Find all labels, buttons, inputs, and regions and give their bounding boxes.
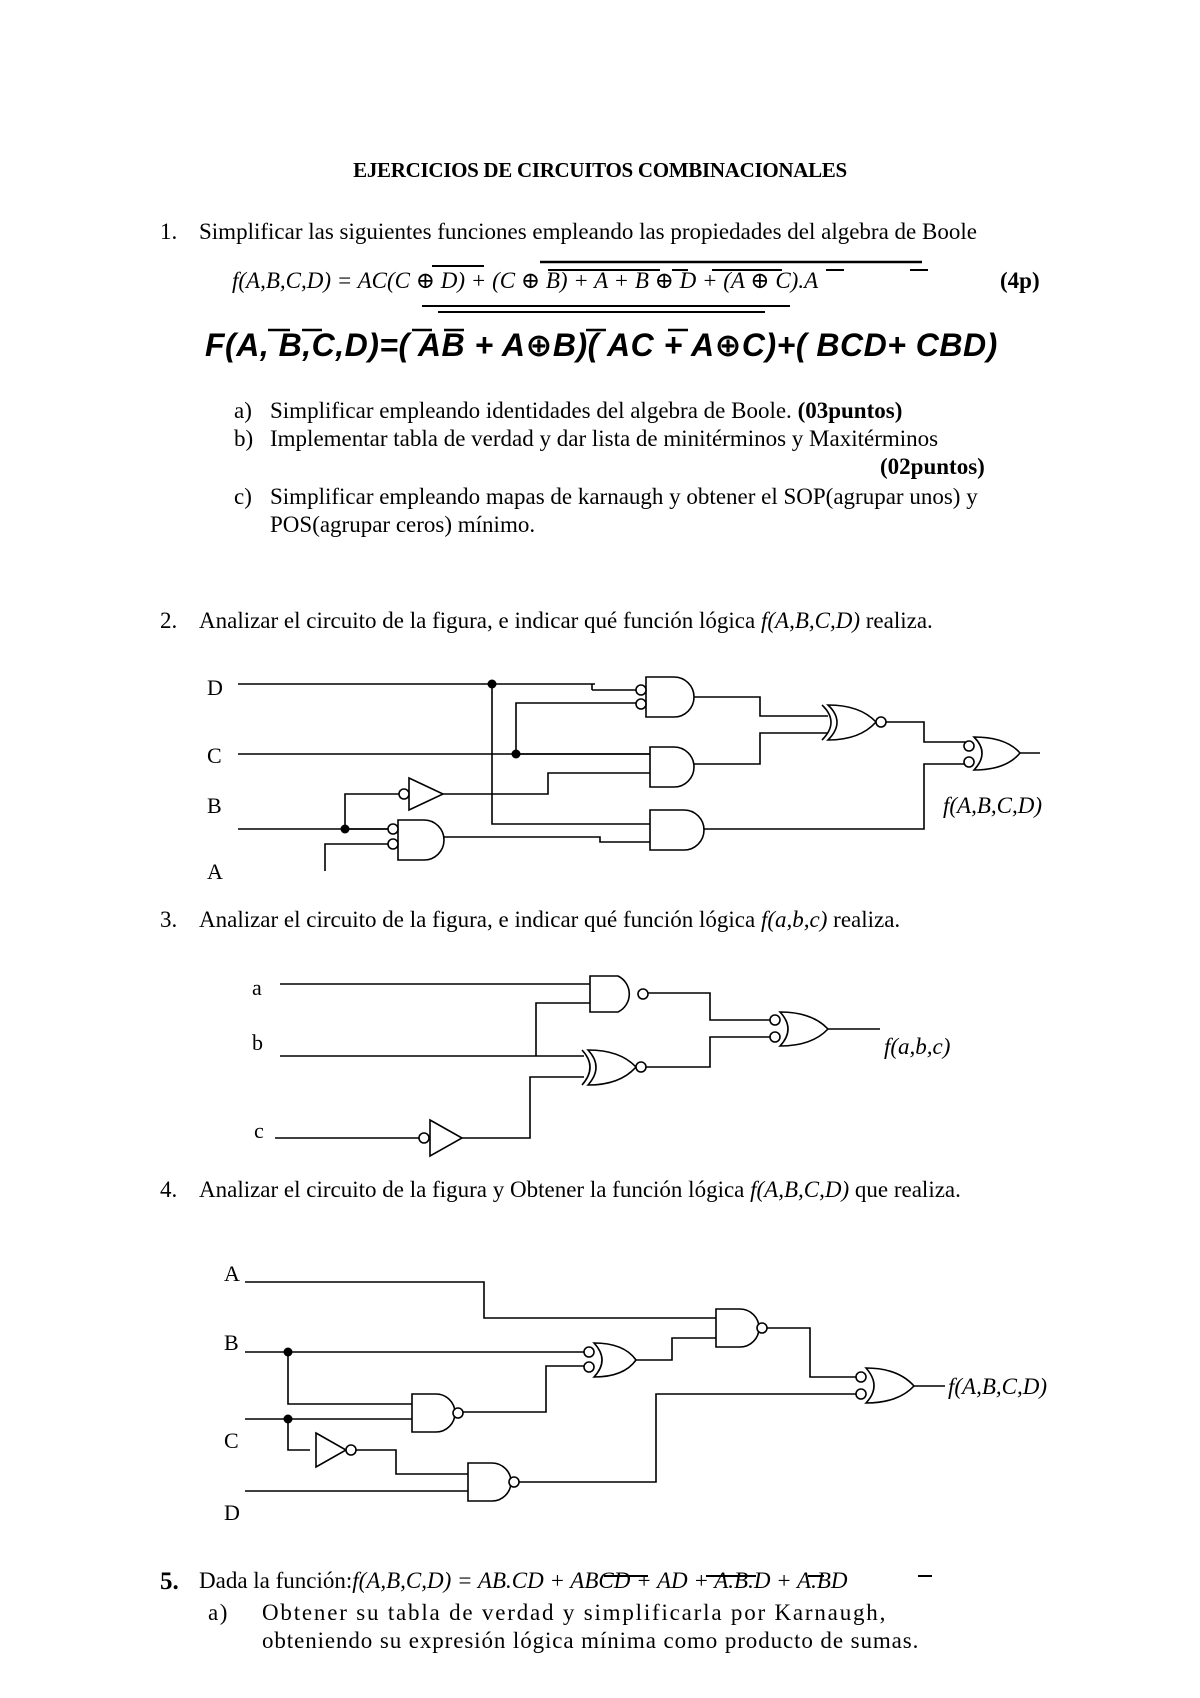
ex5-number: 5. — [160, 1568, 179, 1595]
ex1-b-label: b) — [234, 426, 254, 451]
ex3-func: f(a,b,c) — [760, 907, 828, 932]
ex5-func: f(A,B,C,D) = AB.CD + ABCD + AD + A.B.D + A.BD — [352, 1568, 848, 1593]
ex4-input-b: B — [224, 1330, 239, 1355]
ex3-number: 3. — [160, 907, 178, 932]
ex1-a-text: Simplificar empleando identidades del algebra de Boole. — [270, 398, 792, 423]
ex5-a-text-2: obteniendo su expresión lógica mínima como producto de sumas. — [262, 1628, 920, 1653]
ex2-statement: Analizar el circuito de la figura, e indicar qué función lógica — [199, 608, 756, 633]
nand-gate — [716, 1309, 759, 1347]
ex2-func: f(A,B,C,D) — [760, 608, 860, 633]
ex2-input-d: D — [207, 675, 223, 700]
ex1-c-text-2: POS(agrupar ceros) mínimo. — [270, 512, 536, 537]
ex1-number: 1. — [160, 219, 178, 244]
ex4-tail: que realiza. — [854, 1177, 961, 1202]
ex5-a-text-1: Obtener su tabla de verdad y simplificarla por Karnaugh, — [262, 1600, 888, 1625]
page-title: EJERCICIOS DE CIRCUITOS COMBINACIONALES — [353, 158, 847, 182]
ex3-tail: realiza. — [833, 907, 901, 932]
ex1-formula-1-rhs: C ⊕ D) + (C ⊕ B) + A + B ⊕ D + (A ⊕ C).A — [394, 268, 819, 293]
ex2-input-c: C — [207, 743, 222, 768]
ex5-statement: Dada la función: — [199, 1568, 353, 1593]
ex4-output-label: f(A,B,C,D) — [948, 1374, 1048, 1399]
ex1-statement: Simplificar las siguientes funciones empleando las propiedades del algebra de Boole — [199, 219, 977, 244]
ex4-number: 4. — [160, 1177, 178, 1202]
ex1-b-points: (02puntos) — [880, 454, 985, 479]
ex1-formula-2: F(A, B,C,D)=( AB + A⊕B)( AC + A⊕C)+( BCD+ CBD) — [205, 327, 998, 363]
or-gate — [866, 1368, 914, 1403]
ex4-input-a: A — [224, 1261, 240, 1286]
ex1-c-label: c) — [234, 484, 252, 509]
ex3-statement: Analizar el circuito de la figura, e indicar qué función lógica — [199, 907, 756, 932]
ex1-b-text: Implementar tabla de verdad y dar lista de minitérminos y Maxitérminos — [270, 426, 939, 451]
or-gate — [594, 1343, 636, 1377]
ex2-output-label: f(A,B,C,D) — [943, 793, 1043, 818]
nand-gate — [412, 1394, 455, 1432]
ex2-input-b: B — [207, 793, 222, 818]
ex1-formula-1-lhs: f(A,B,C,D) = AC( — [232, 268, 395, 293]
ex2-tail: realiza. — [865, 608, 933, 633]
ex3-input-c: c — [254, 1118, 264, 1143]
ex3-input-a: a — [252, 975, 262, 1000]
ex3-input-b: b — [252, 1030, 263, 1055]
ex4-input-c: C — [224, 1428, 239, 1453]
ex1-a-label: a) — [234, 398, 252, 423]
ex5-a-label: a) — [208, 1600, 229, 1625]
ex2-input-a: A — [207, 859, 223, 884]
ex3-output-label: f(a,b,c) — [884, 1034, 951, 1059]
ex1-a-points: (03puntos) — [797, 398, 903, 423]
ex1-points: (4p) — [1000, 268, 1040, 293]
ex4-func: f(A,B,C,D) — [750, 1177, 850, 1202]
ex4-input-d: D — [224, 1500, 240, 1525]
ex2-number: 2. — [160, 608, 178, 633]
ex4-statement: Analizar el circuito de la figura y Obtener la función lógica — [199, 1177, 745, 1202]
nand-gate — [468, 1463, 511, 1501]
not-gate — [316, 1433, 346, 1467]
ex1-c-text-1: Simplificar empleando mapas de karnaugh y obtener el SOP(agrupar unos) y — [270, 484, 978, 509]
